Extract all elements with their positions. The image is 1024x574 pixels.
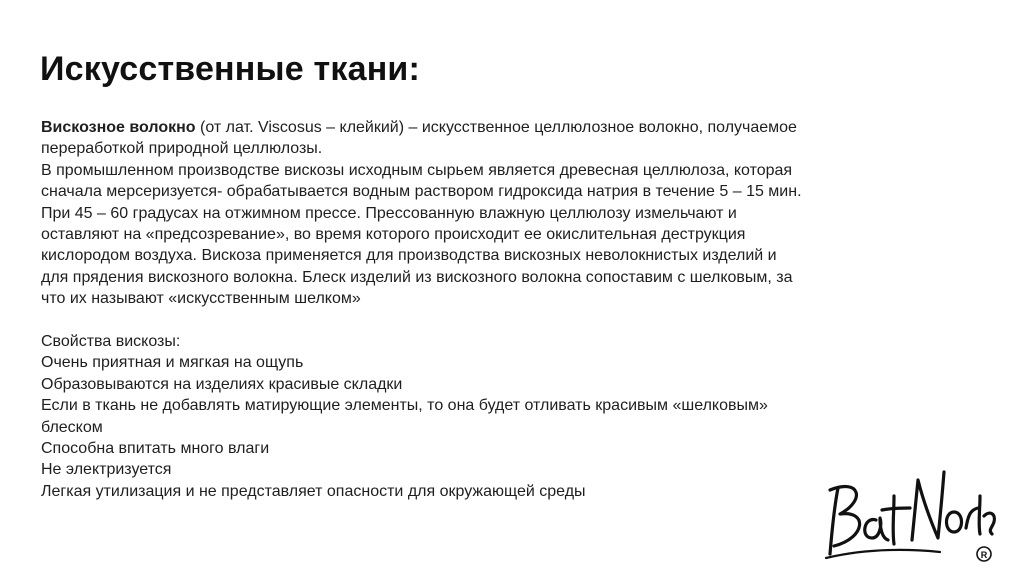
body-line: В промышленном производстве вискозы исходным сырьем является древесная целлюлоза, которая: [41, 161, 793, 179]
body-line: оставляют на «предсозревание», во время которого происходит ее окислительная деструкция: [41, 226, 746, 244]
slide-title: Искусственные ткани:: [40, 50, 421, 88]
slide-body: [41, 117, 981, 502]
property-item: Способна впитать много влаги: [41, 440, 270, 458]
svg-text:R: R: [980, 550, 988, 560]
paragraph-gap: [41, 310, 981, 331]
body-line: что их называют «искусственным шелком»: [41, 290, 361, 308]
body-line: кислородом воздуха. Вискоза применяется для производства вискозных неволокнистых изделий и: [41, 247, 777, 265]
property-item: Очень приятная и мягкая на ощупь: [41, 354, 304, 372]
property-item: Легкая утилизация и не представляет опасности для окружающей среды: [41, 482, 586, 500]
brand-signature-logo: [820, 458, 1000, 568]
property-item: Не электризуется: [41, 461, 172, 479]
definition-text: (от лат. Viscosus – клейкий) – искусственное целлюлозное волокно, получаемое: [195, 119, 797, 136]
definition-line: [41, 117, 981, 138]
property-item: Образовываются на изделиях красивые складки: [41, 375, 403, 393]
property-item: блеском: [41, 418, 103, 436]
property-item: Если в ткань не добавлять матирующие элементы, то она будет отливать красивым «шелковым»: [41, 397, 768, 415]
body-line: сначала мерсеризуется- обрабатывается водным раствором гидроксида натрия в течение 5 – 15 мин.: [41, 183, 802, 201]
properties-heading: Свойства вискозы:: [41, 333, 181, 351]
body-line: При 45 – 60 градусах на отжимном прессе. Прессованную влажную целлюлозу измельчают и: [41, 204, 737, 222]
body-line: для прядения вискозного волокна. Блеск изделий из вискозного волокна сопоставим с шелковым, за: [41, 268, 793, 286]
body-line: переработкой природной целлюлозы.: [41, 140, 323, 158]
definition-term: Вискозное волокно: [41, 119, 196, 136]
